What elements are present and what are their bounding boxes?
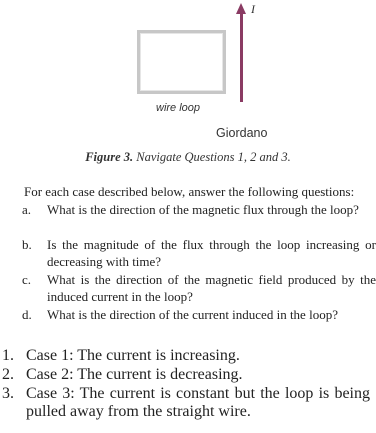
question-c [22,271,376,305]
case-3 [0,385,376,421]
wire-loop-label: wire loop [156,102,201,114]
question-text: Is the magnitude of the flux through the loop increasing or decreasing with time? [47,237,376,269]
question-d [22,306,376,323]
caption-text: Navigate Questions 1, 2 and 3. [133,150,291,164]
caption-prefix: Figure 3. [85,150,134,164]
figure-caption [0,150,376,165]
question-letter: c. [22,272,32,287]
straight-wire [240,12,243,102]
case-1 [0,347,376,365]
wire-loop-diagram [137,30,226,94]
figure [0,0,376,170]
question-a [22,201,376,218]
case-text: Case 1: The current is increasing. [26,347,240,364]
question-text: What is the direction of the magnetic field produced by the induced current in the loop? [47,272,376,304]
question-text: What is the direction of the current induced in the loop? [47,307,338,322]
case-number: 2. [2,366,14,383]
current-label: I [251,2,255,16]
question-text: What is the direction of the magnetic flux through the loop? [47,202,359,217]
case-text: Case 3: The current is constant but the loop is being pulled away from the straight wire. [26,385,370,420]
case-number: 1. [2,347,14,364]
question-b [22,236,376,270]
figure-credit: Giordano [216,126,268,140]
case-text: Case 2: The current is decreasing. [26,366,243,383]
case-number: 3. [2,385,14,402]
question-letter: b. [22,237,32,252]
question-letter: a. [22,202,32,217]
question-letter: d. [22,307,32,322]
instructions: For each case described below, answer the following questions: [24,184,355,199]
case-2 [0,366,376,384]
